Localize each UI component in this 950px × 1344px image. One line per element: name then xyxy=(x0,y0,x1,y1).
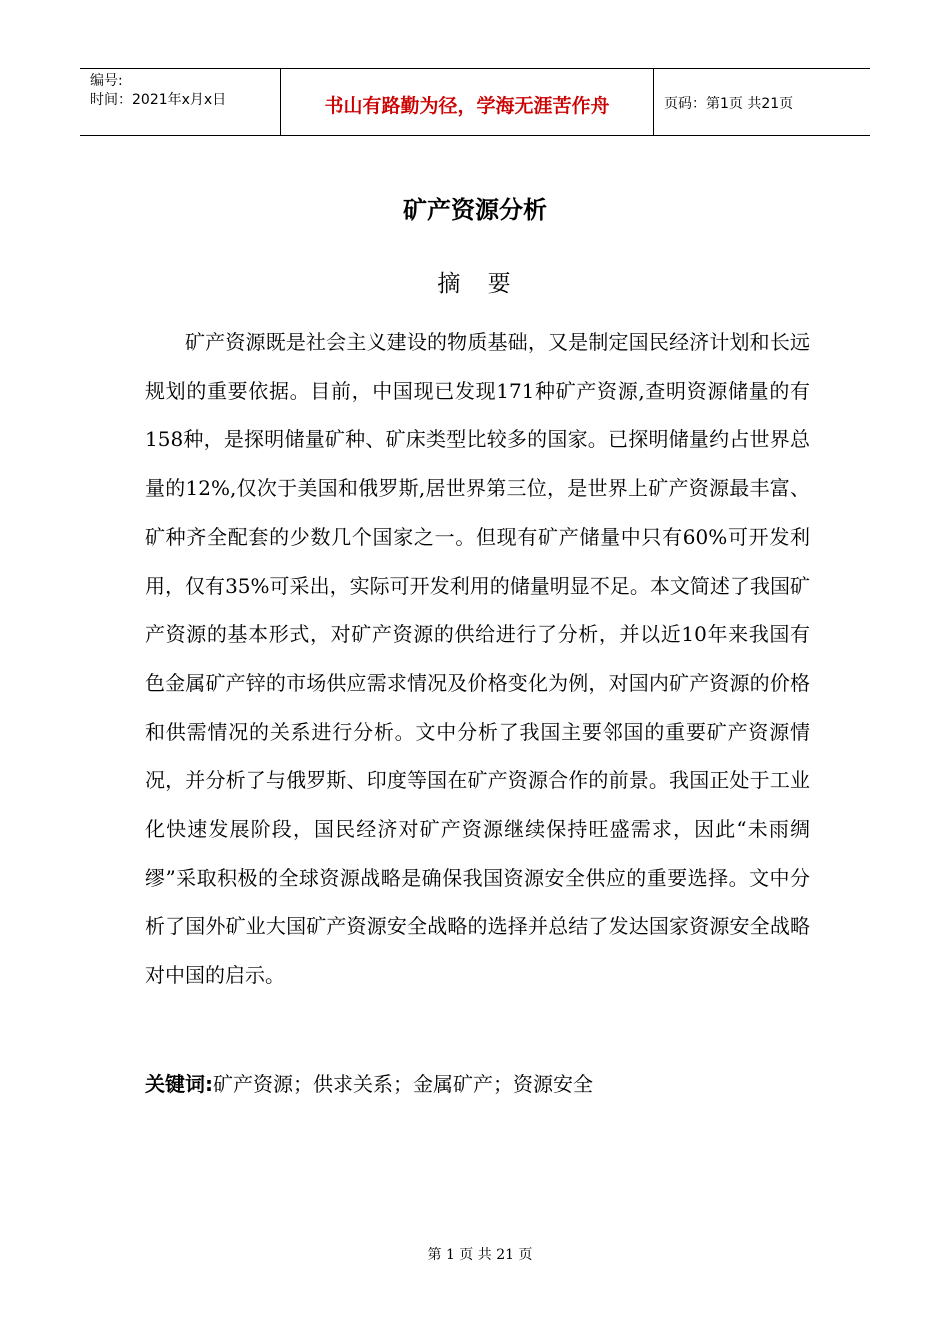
keywords-line xyxy=(145,1066,593,1102)
keywords-label: 关键词: xyxy=(145,1072,213,1096)
header-motto: 书山有路勤为径，学海无涯苦作舟 xyxy=(281,69,654,135)
document-number-label: 编号: xyxy=(90,73,123,89)
keywords-value: 矿产资源；供求关系；金属矿产；资源安全 xyxy=(213,1072,593,1096)
document-title: 矿产资源分析 xyxy=(403,196,547,224)
abstract-body: 矿产资源既是社会主义建设的物质基础，又是制定国民经济计划和长远规划的重要依据。目前，中国现已发现171种矿产资源,查明资源储量的有158种，是探明储量矿种、矿床类型比较多的国家。已探明储量约占世界总量的12%,仅次于美国和俄罗斯,居世界第三位，是世界上矿产资源最丰富、矿种齐全配套的少数几个国家之一。但现有矿产储量中只有60%可开发利用，仅有35%可采出，实际可开发利用的储量明显不足。本文简述了我国矿产资源的基本形式，对矿产资源的供给进行了分析，并以近10年来我国有色金属矿产锌的市场供应需求情况及价格变化为例，对国内矿产资源的价格和供需情况的关系进行分析。文中分析了我国主要邻国的重要矿产资源情况，并分析了与俄罗斯、印度等国在矿产资源合作的前景。我国正处于工业化快速发展阶段，国民经济对矿产资源继续保持旺盛需求，因此“未雨绸缪”采取积极的全球资源战略是确保我国资源安全供应的重要选择。文中分析了国外矿业大国矿产资源安全战略的选择并总结了发达国家资源安全战略对中国的启示。 xyxy=(145,330,810,988)
header-page-info: 页码：第1页 共21页 xyxy=(664,96,794,112)
header-table xyxy=(80,68,870,136)
page-footer: 第 1 页 共 21 页 xyxy=(427,1247,533,1263)
document-date: 时间：2021年x月x日 xyxy=(90,92,227,108)
header-meta-cell xyxy=(80,69,281,135)
abstract-heading: 摘 要 xyxy=(437,271,521,297)
